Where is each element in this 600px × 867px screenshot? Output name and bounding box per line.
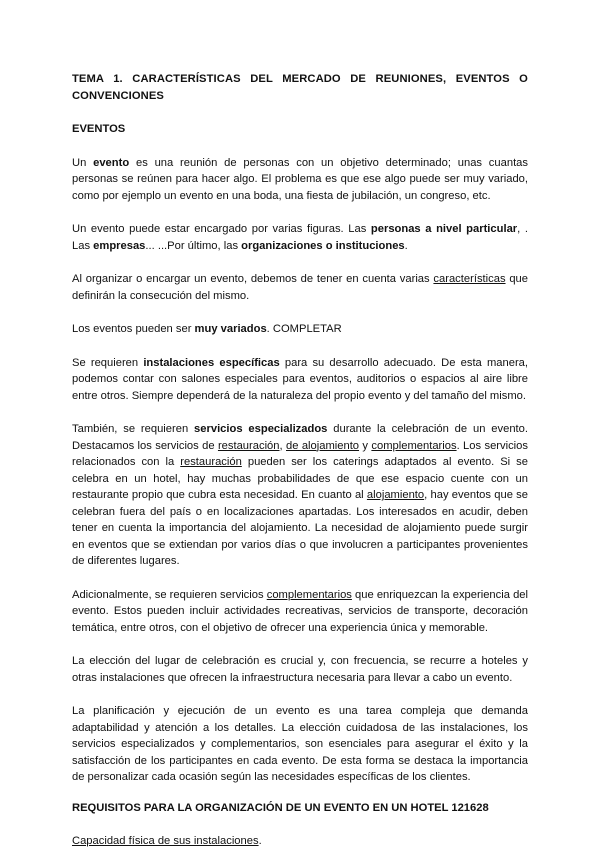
underlined-term-alojamiento: de alojamiento <box>286 439 360 452</box>
text: que enriquezcan la experiencia del evento. Estos pueden incluir actividades recreativas, servicios de transporte, decoración temática, entre otros, con el objetivo de ofrecer una experiencia única y memorable. <box>72 588 529 634</box>
text: pueden ser los caterings adaptados al evento. Si se celebra en un hotel, hay muchas probabilidades de que ese espacio cuente con un restaurante propio que cubra esta necesidad. En cuanto al <box>72 456 528 501</box>
text: para su desarrollo adecuado. De esta manera, podemos contar con salones especiales para eventos, auditorios o espacios al aire libre entre otros. Siempre dependerá de la naturaleza del propio evento y del tamaño del mismo. <box>72 356 528 402</box>
section-heading-requisitos: REQUISITOS PARA LA ORGANIZACIÓN DE UN EVENTO EN UN HOTEL 121628 <box>72 801 489 814</box>
underlined-term-complementarios: complementarios <box>371 439 457 452</box>
text: durante la celebración de un evento. Destacamos los servicios de <box>72 423 528 452</box>
text: Un evento puede estar encargado por varias figuras. Las <box>72 223 371 235</box>
text: ... ...Por último, las <box>145 239 242 252</box>
paragraph-caracteristicas <box>72 271 528 304</box>
underlined-term-alojamiento-2: alojamiento <box>366 489 425 501</box>
text: . Los servicios relacionados con la <box>72 439 528 468</box>
underlined-term-complementarios-2: complementarios <box>266 588 352 601</box>
underlined-term-restauracion: restauración <box>217 439 280 452</box>
paragraph-figuras <box>72 221 528 254</box>
text: , . Las <box>72 223 528 252</box>
text: Al organizar o encargar un evento, debemos de tener en cuenta varias <box>72 273 434 285</box>
text: que definirán la consecución del mismo. <box>72 273 529 302</box>
paragraph-variados <box>72 321 528 338</box>
text: . <box>258 835 262 847</box>
paragraph-planificacion: La planificación y ejecución de un evento es una tarea compleja que demanda adaptabilidad y atención a los detalles. La elección cuidadosa de las instalaciones, los servicios especializados y complementarios, son esenciales para asegurar el éxito y la satisfacción de los participantes en cada evento. De esta forma se destaca la importancia de personalizar cada ocasión según las necesidades específicas de los clientes. <box>72 705 528 783</box>
paragraph-complementarios <box>72 587 528 637</box>
paragraph-capacidad <box>72 833 528 850</box>
paragraph-instalaciones <box>72 355 528 405</box>
bold-term-servicios: servicios especializados <box>194 423 328 435</box>
bold-term-variados: muy variados <box>194 323 267 335</box>
document-title: TEMA 1. CARACTERÍSTICAS DEL MERCADO DE REUNIONES, EVENTOS O CONVENCIONES <box>72 73 528 102</box>
text: , <box>279 439 286 452</box>
text: . <box>404 239 408 252</box>
text: También, se requieren <box>72 423 195 435</box>
document-page <box>72 71 528 867</box>
underlined-term-restauracion-2: restauración <box>180 456 242 468</box>
text: Adicionalmente, se requieren servicios <box>72 588 267 601</box>
paragraph-servicios <box>72 421 528 570</box>
text: Se requieren <box>72 356 144 369</box>
underlined-term-capacidad: Capacidad física de sus instalaciones <box>72 835 259 847</box>
text: es una reunión de personas con un objetivo determinado; unas cuantas personas se reúnen para hacer algo. El problema es que ese algo puede ser muy variado, como por ejemplo un evento en una boda, una fiesta de jubilación, un congreso, etc. <box>72 156 528 202</box>
bold-term-empresas: empresas <box>93 239 146 252</box>
text: Los eventos pueden ser <box>72 323 195 335</box>
bold-term-evento: evento <box>93 156 130 169</box>
paragraph-evento-definition <box>72 155 528 205</box>
bold-term-instalaciones: instalaciones específicas <box>143 356 280 369</box>
section-heading-eventos: EVENTOS <box>72 123 126 135</box>
bold-term-organizaciones: organizaciones o instituciones <box>241 239 405 252</box>
text: , hay eventos que se celebran fuera del país o en localizaciones apartadas. Los interesados en acudir, deben tener en cuenta la importancia del alojamiento. La necesidad de alojamiento puede surgir en eventos que se extiendan por varios días o que involucren a participantes provenientes de diferentes lugares. <box>72 489 528 567</box>
text: y <box>359 439 372 452</box>
bold-term-personas: personas a nivel particular <box>370 223 518 235</box>
text: Un <box>72 156 94 169</box>
text: . COMPLETAR <box>266 323 342 335</box>
paragraph-lugar: La elección del lugar de celebración es crucial y, con frecuencia, se recurre a hoteles y otras instalaciones que ofrecen la infraestructura necesaria para llevar a cabo un evento. <box>72 655 528 684</box>
underlined-term-caracteristicas: características <box>433 273 506 285</box>
